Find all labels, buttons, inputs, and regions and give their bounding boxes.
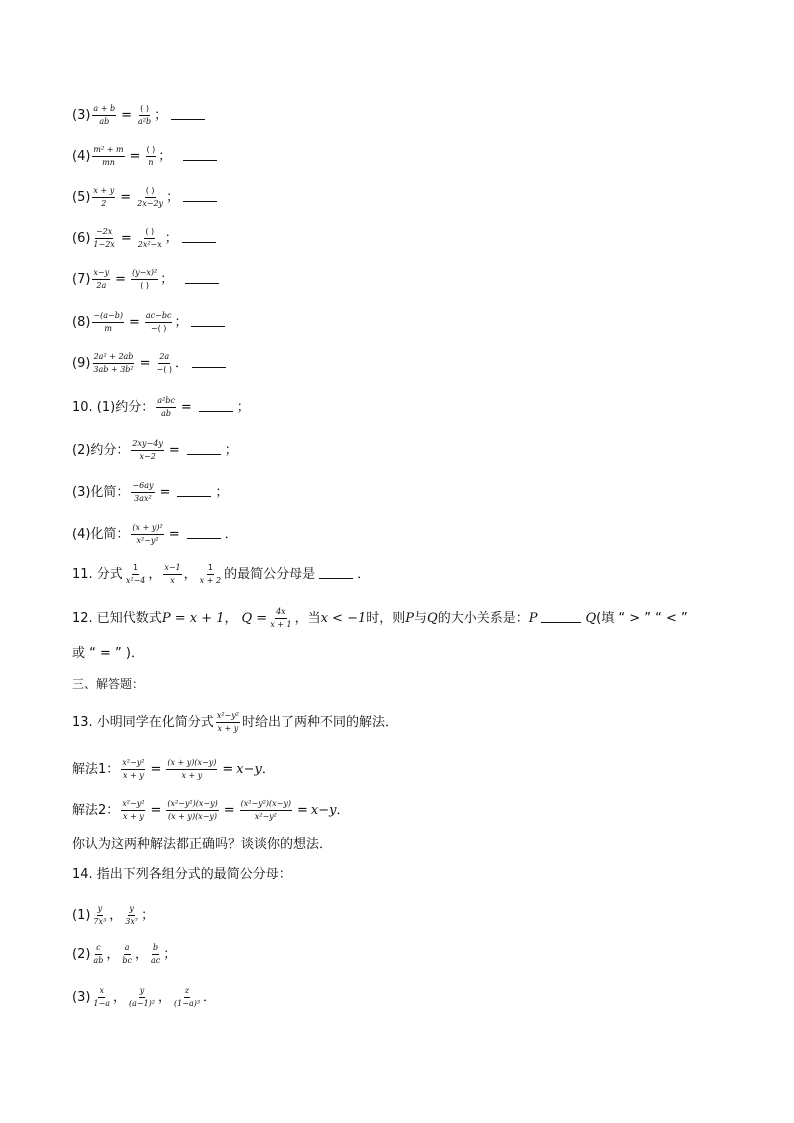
question-8: (8) $\frac{-(a-b)}{m}$ = $\frac{ac-bc}{-( )}$ ； <box>72 311 229 334</box>
fraction: $\frac{\text{a²bc}}{ab}$ <box>157 396 175 418</box>
question-13-prompt: 你认为这两种解法都正确吗？谈谈你的想法． <box>72 837 333 852</box>
question-10-2: (2)约分： $\frac{2xy-4y}{x-2}$ = ； <box>72 439 238 461</box>
question-14: 14. 指出下列各组分式的最简公分母： <box>72 867 292 882</box>
fraction-c: $\frac{\text{(x²−y²)(x−y)}}{\text{x²−y²}}$ <box>240 799 291 821</box>
item-label: 10. (1)约分： <box>72 400 155 415</box>
answer-blank[interactable] <box>187 446 221 455</box>
fraction-b: $\frac{\text{(x²−y²)(x−y)}}{(x + y)(x-y)}$ <box>167 799 218 821</box>
fraction-left: $\frac{-(a-b)}{m}$ <box>93 311 123 333</box>
fraction-right: $\frac{ac-bc}{-( )}$ <box>145 311 172 333</box>
answer-blank[interactable] <box>187 530 221 539</box>
fraction-2: $\frac{x-1}{x}$ <box>164 563 181 585</box>
answer-blank[interactable] <box>182 234 216 243</box>
item-label: (4)化简： <box>72 527 130 542</box>
fraction: $\frac{\text{(x + y)²}}{\text{x²−y²}}$ <box>132 523 163 545</box>
question-7: (7) $\frac{x-y}{2a}$ = $\frac{\text{(y−x)²}}{( )}$ ； <box>72 268 223 291</box>
answer-blank[interactable] <box>185 275 219 284</box>
question-13: 13. 小明同学在化简分式 $\frac{\text{x²−y²}}{x + y}$ 时给出了两种不同的解法． <box>72 711 398 733</box>
fraction-1: $\frac{x}{1-a}$ <box>93 986 110 1008</box>
fraction-left: $\frac{x-y}{2a}$ <box>93 268 110 290</box>
item-label: (4) <box>72 149 91 164</box>
question-3: (3) $\frac{a + b}{ab}$ = $\frac{( )}{\text{a²b}}$ ； <box>72 104 209 127</box>
fraction-left: $\frac{x + y}{2}$ <box>93 186 115 208</box>
item-label: (9) <box>72 356 91 371</box>
question-11: 11. 分式 $\frac{1}{\text{x²−4}}$ ， $\frac{x-1}{x}$ ， $\frac{1}{x + 2}$ 的最简公分母是 ． <box>72 563 371 585</box>
fraction-right: $\frac{2a}{-( )}$ <box>156 352 173 374</box>
fraction-1: $\frac{c}{ab}$ <box>93 943 104 965</box>
fraction: $\frac{-6ay}{\text{3ax²}}$ <box>132 481 154 503</box>
method-1: 解法1： $\frac{\text{x²−y²}}{x + y}$ = $\frac{(x + y)(x-y)}{x + y}$ = x−y ． <box>72 758 275 780</box>
question-10-4: (4)化简： $\frac{\text{(x + y)²}}{\text{x²−y²}}$ = ． <box>72 523 238 545</box>
answer-blank[interactable] <box>192 359 226 368</box>
fraction-right: $\frac{( )}{\text{2x²−x}}$ <box>137 227 162 249</box>
item-label: (3) <box>72 108 91 123</box>
item-label: (7) <box>72 272 91 287</box>
question-14-2: (2) $\frac{c}{ab}$ ， $\frac{a}{bc}$ ， $\frac{b}{ac}$ ； <box>72 943 177 965</box>
fraction-right: $\frac{( )}{2x-2y}$ <box>137 186 164 208</box>
fraction-right: $\frac{( )}{n}$ <box>146 145 156 167</box>
answer-blank[interactable] <box>191 318 225 327</box>
item-label: (8) <box>72 315 91 330</box>
fraction-right: $\frac{\text{(y−x)²}}{( )}$ <box>132 268 158 290</box>
answer-blank[interactable] <box>183 193 217 202</box>
fraction-a: $\frac{\text{x²−y²}}{x + y}$ <box>122 799 145 821</box>
question-10-3: (3)化简： $\frac{-6ay}{\text{3ax²}}$ = ； <box>72 481 229 503</box>
question-14-3: (3) $\frac{x}{1-a}$ ， $\frac{y}{\text{(a−1)²}}$ ， $\frac{z}{\text{(1−a)³}}$ ． <box>72 986 217 1008</box>
fraction-1: $\frac{y}{\text{7x³}}$ <box>93 904 107 926</box>
answer-blank[interactable] <box>199 403 233 412</box>
fraction-left: $\frac{\text{m² + m}}{mn}$ <box>93 145 124 167</box>
fraction: $\frac{2xy-4y}{x-2}$ <box>132 439 163 461</box>
answer-blank[interactable] <box>183 152 217 161</box>
question-12-line2: 或 “ = ” )． <box>72 646 144 661</box>
fraction-2: $\frac{y}{\text{(a−1)²}}$ <box>129 986 156 1008</box>
fraction-b: $\frac{(x + y)(x-y)}{x + y}$ <box>167 758 217 780</box>
fraction: $\frac{\text{x²−y²}}{x + y}$ <box>216 711 239 733</box>
answer-blank[interactable] <box>177 488 211 497</box>
question-12: 12. 已知代数式 P = x + 1 ， Q = $\frac{4x}{x + 1}$ ，当 x < −1 时，则 P 与 Q 的大小关系是： P Q (填 “ > ” “ < ” <box>72 607 688 629</box>
method-2: 解法2： $\frac{\text{x²−y²}}{x + y}$ = $\frac{\text{(x²−y²)(x−y)}}{(x + y)(x-y)}$ = $\frac{\text{(x²−y²)(x−y)}}{\text{x²−y²}}$ = x−y ． <box>72 799 350 821</box>
item-label: (6) <box>72 231 91 246</box>
section-heading: 三、解答题： <box>72 677 145 691</box>
fraction-2: $\frac{y}{\text{3x⁷}}$ <box>125 904 139 926</box>
item-label: (3)化简： <box>72 485 130 500</box>
fraction-1: $\frac{1}{\text{x²−4}}$ <box>125 563 146 585</box>
question-14-1: (1) $\frac{y}{\text{7x³}}$ ， $\frac{y}{\text{3x⁷}}$ ； <box>72 904 155 926</box>
question-10-1: 10. (1)约分： $\frac{\text{a²bc}}{ab}$ = ； <box>72 396 250 418</box>
item-label: (5) <box>72 190 91 205</box>
fraction-3: $\frac{z}{\text{(1−a)³}}$ <box>174 986 201 1008</box>
fraction-left: $\frac{\text{2a² + 2ab}}{\text{3ab + 3b²}}$ <box>93 352 134 374</box>
answer-blank[interactable] <box>171 111 205 120</box>
fraction-3: $\frac{1}{x + 2}$ <box>199 563 222 585</box>
fraction-q: $\frac{4x}{x + 1}$ <box>270 607 292 629</box>
question-5: (5) $\frac{x + y}{2}$ = $\frac{( )}{2x-2y}$ ； <box>72 186 221 209</box>
item-label: (2)约分： <box>72 443 130 458</box>
fraction-a: $\frac{\text{x²−y²}}{x + y}$ <box>122 758 145 780</box>
question-6: (6) $\frac{-2x}{1-2x}$ = $\frac{( )}{\text{2x²−x}}$ ； <box>72 227 220 250</box>
fraction-left: $\frac{a + b}{ab}$ <box>93 104 116 126</box>
question-9: (9) $\frac{\text{2a² + 2ab}}{\text{3ab + 3b²}}$ = $\frac{2a}{-( )}$ ． <box>72 352 230 375</box>
fraction-3: $\frac{b}{ac}$ <box>150 943 161 965</box>
fraction-left: $\frac{-2x}{1-2x}$ <box>93 227 115 249</box>
fraction-right: $\frac{( )}{\text{a²b}}$ <box>138 104 152 126</box>
question-4: (4) $\frac{\text{m² + m}}{mn}$ = $\frac{( )}{n}$ ； <box>72 145 221 168</box>
answer-blank[interactable] <box>541 614 581 623</box>
answer-blank[interactable] <box>319 570 353 579</box>
fraction-2: $\frac{a}{bc}$ <box>122 943 132 965</box>
